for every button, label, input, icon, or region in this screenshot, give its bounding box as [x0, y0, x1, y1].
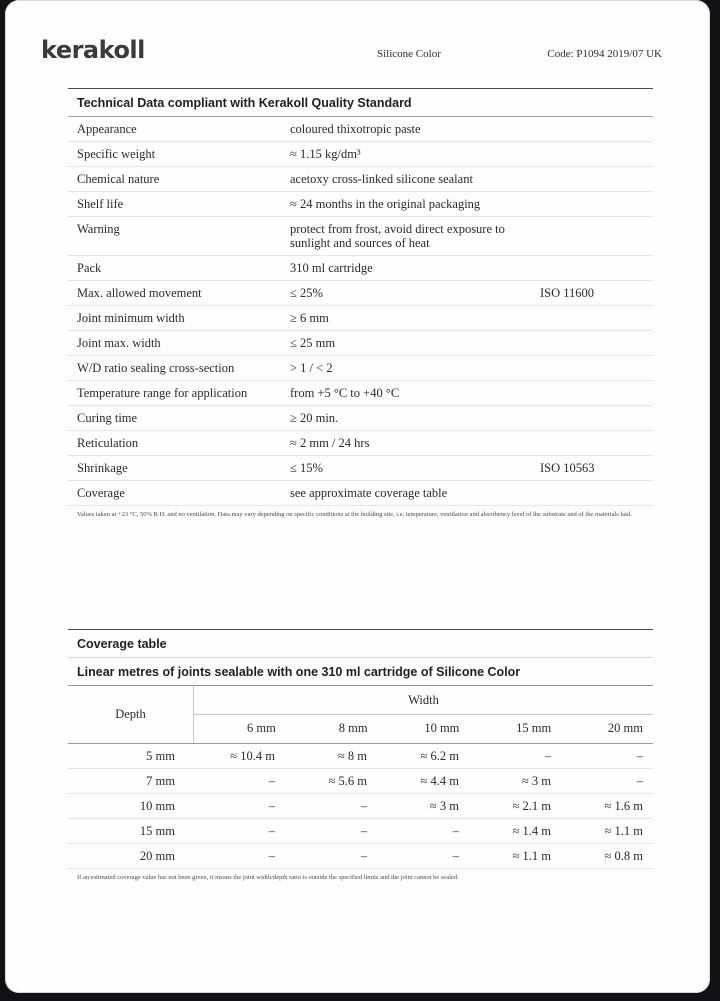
property-standard: ISO 10563: [540, 461, 595, 475]
coverage-value: ≈ 0.8 m: [604, 849, 643, 863]
coverage-value: ≈ 1.1 m: [512, 849, 551, 863]
property-label: Shrinkage: [77, 461, 128, 475]
tech-data-row: [68, 406, 653, 431]
coverage-value: –: [636, 774, 643, 788]
property-label: Pack: [77, 261, 102, 275]
property-value: 310 ml cartridge: [290, 261, 373, 275]
coverage-row: [68, 844, 653, 869]
width-column-header: 8 mm: [338, 721, 368, 735]
property-value: coloured thixotropic paste: [290, 122, 421, 136]
width-column-group: [193, 686, 653, 743]
technical-data-footnote: Values taken at +23 °C, 50% R.H. and no ventilation. Data may vary depending on specific conditions at the building site, i.e. temperature, ventilation and absorbency level of the substrate and of the materials laid.: [77, 511, 632, 518]
coverage-value: –: [268, 774, 275, 788]
property-value: ≥ 6 mm: [290, 311, 329, 325]
tech-data-row: [68, 281, 653, 306]
coverage-value: –: [360, 849, 367, 863]
coverage-value: ≈ 3 m: [429, 799, 459, 813]
property-label: Shelf life: [77, 197, 124, 211]
property-label: Joint max. width: [77, 336, 161, 350]
technical-data-title: Technical Data compliant with Kerakoll Quality Standard: [68, 89, 653, 117]
kerakoll-logo: kerakoll: [41, 36, 145, 64]
property-value: see approximate coverage table: [290, 486, 448, 500]
width-column-headers: [194, 715, 653, 743]
tech-data-row: [68, 117, 653, 142]
depth-value: 10 mm: [139, 799, 175, 813]
property-label: Appearance: [77, 122, 137, 136]
coverage-row: [68, 744, 653, 769]
coverage-value: –: [636, 749, 643, 763]
width-column-header: 20 mm: [607, 721, 643, 735]
property-standard: ISO 11600: [540, 286, 595, 300]
coverage-value: ≈ 6.2 m: [420, 749, 459, 763]
tech-data-row: [68, 481, 653, 506]
coverage-value: ≈ 1.6 m: [604, 799, 643, 813]
coverage-value: ≈ 3 m: [521, 774, 551, 788]
document-code: Code: P1094 2019/07 UK: [547, 48, 662, 60]
width-column-header: 15 mm: [516, 721, 552, 735]
coverage-table-header: [68, 686, 653, 743]
tech-data-row: [68, 381, 653, 406]
width-group-label: Width: [194, 686, 653, 715]
tech-data-row: [68, 356, 653, 381]
depth-value: 7 mm: [146, 774, 175, 788]
property-value: ≤ 15%: [290, 461, 323, 475]
property-label: Max. allowed movement: [77, 286, 202, 300]
coverage-value: –: [360, 799, 367, 813]
property-value: ≈ 2 mm / 24 hrs: [290, 436, 370, 450]
property-value: ≥ 20 min.: [290, 411, 339, 425]
coverage-value: ≈ 5.6 m: [328, 774, 367, 788]
depth-value: 15 mm: [139, 824, 175, 838]
coverage-value: –: [360, 824, 367, 838]
coverage-value: –: [268, 849, 275, 863]
section-spacer: [68, 519, 653, 629]
tech-data-row: [68, 306, 653, 331]
coverage-value: –: [452, 824, 459, 838]
tech-data-row: [68, 167, 653, 192]
property-label: Curing time: [77, 411, 138, 425]
page-content: [68, 88, 653, 882]
property-value: ≤ 25%: [290, 286, 323, 300]
tech-data-row: [68, 192, 653, 217]
coverage-value: ≈ 2.1 m: [512, 799, 551, 813]
coverage-table-subtitle: Linear metres of joints sealable with one 310 ml cartridge of Silicone Color: [68, 658, 653, 686]
depth-value: 20 mm: [139, 849, 175, 863]
coverage-value: –: [268, 799, 275, 813]
property-label: Coverage: [77, 486, 125, 500]
property-value: from +5 °C to +40 °C: [290, 386, 400, 400]
product-name: Silicone Color: [377, 48, 441, 60]
coverage-table-section: [68, 629, 653, 882]
document-page: [5, 0, 710, 993]
tech-data-row: [68, 217, 653, 256]
width-column-header: 6 mm: [246, 721, 276, 735]
coverage-row: [68, 769, 653, 794]
property-label: Specific weight: [77, 147, 156, 161]
property-label: Temperature range for application: [77, 386, 248, 400]
coverage-table-footnote: If an estimated coverage value has not been given, it means the joint width/depth ratio is outside the specified limits and the joint cannot be sealed.: [77, 874, 459, 881]
tech-data-row: [68, 431, 653, 456]
property-label: Joint minimum width: [77, 311, 185, 325]
property-label: Warning: [77, 222, 120, 236]
coverage-table-body: [68, 743, 653, 869]
technical-data-table: [68, 88, 653, 519]
depth-value: 5 mm: [146, 749, 175, 763]
width-column-header: 10 mm: [424, 721, 460, 735]
coverage-value: ≈ 1.1 m: [604, 824, 643, 838]
coverage-value: ≈ 1.4 m: [512, 824, 551, 838]
coverage-row: [68, 819, 653, 844]
property-value: ≈ 24 months in the original packaging: [290, 197, 481, 211]
property-label: Chemical nature: [77, 172, 160, 186]
property-value: ≤ 25 mm: [290, 336, 336, 350]
depth-column-label: Depth: [115, 707, 146, 721]
tech-data-row: [68, 142, 653, 167]
page-header: [5, 0, 710, 88]
coverage-value: ≈ 4.4 m: [420, 774, 459, 788]
technical-data-rows: [68, 117, 653, 506]
coverage-value: ≈ 8 m: [337, 749, 367, 763]
coverage-value: –: [268, 824, 275, 838]
property-value: > 1 / < 2: [290, 361, 333, 375]
property-label: W/D ratio sealing cross-section: [77, 361, 235, 375]
coverage-value: ≈ 10.4 m: [230, 749, 275, 763]
coverage-value: –: [452, 849, 459, 863]
property-value: ≈ 1.15 kg/dm³: [290, 147, 361, 161]
coverage-value: –: [544, 749, 551, 763]
tech-data-row: [68, 456, 653, 481]
tech-data-row: [68, 331, 653, 356]
tech-data-row: [68, 256, 653, 281]
coverage-table-title: Coverage table: [68, 630, 653, 658]
coverage-row: [68, 794, 653, 819]
property-label: Reticulation: [77, 436, 139, 450]
property-value: protect from frost, avoid direct exposure to sunlight and sources of heat: [290, 222, 505, 250]
property-value: acetoxy cross-linked silicone sealant: [290, 172, 473, 186]
